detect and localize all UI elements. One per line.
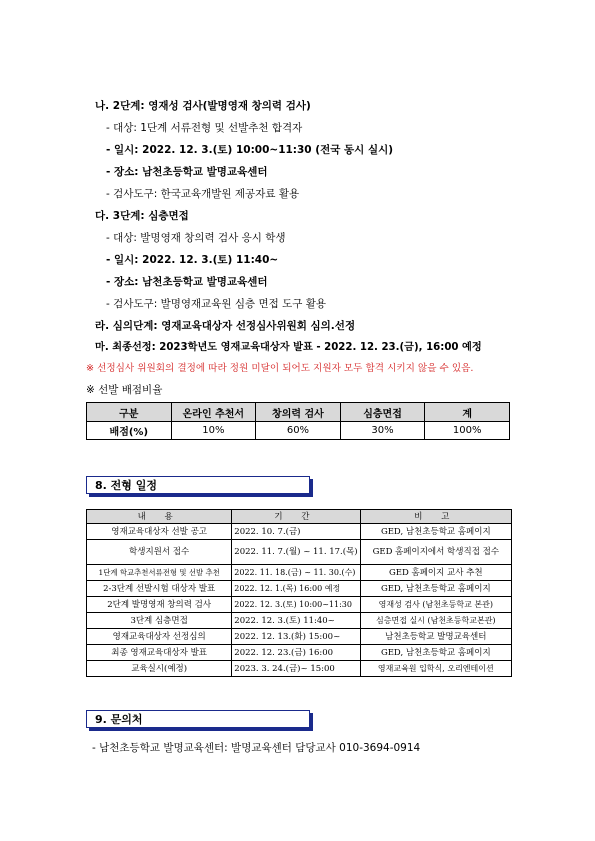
step2-target: - 대상: 1단계 서류전형 및 선발추천 합격자 [106, 122, 303, 134]
table-header-cell: 내 용 [87, 510, 232, 524]
table-cell: GED, 남천초등학교 홈페이지 [360, 524, 511, 540]
step3-target: - 대상: 발명영재 창의력 검사 응시 학생 [106, 232, 286, 244]
section-8-heading: 8. 전형 일정 [86, 476, 310, 494]
table-cell: 2022. 12. 3.(토) 10:00~11:30 [232, 597, 360, 613]
step3-datetime: - 일시: 2022. 12. 3.(토) 11:40~ [106, 254, 279, 266]
table-cell: 1단계 학교추천서류전형 및 선발 추천 [87, 565, 232, 581]
table-cell: 2022. 10. 7.(금) [232, 524, 360, 540]
step2-tool: - 검사도구: 한국교육개발원 제공자료 활용 [106, 188, 300, 200]
table-cell: 영재교육대상자 선정심의 [87, 629, 232, 645]
table-cell: 2단계 발명영재 창의력 검사 [87, 597, 232, 613]
table-cell: 심층면접 실시 (남천초등학교본관) [360, 613, 511, 629]
table-row [87, 524, 512, 540]
table-cell: 2023. 3. 24.(금)~ 15:00 [232, 661, 360, 677]
table-cell: GED 홈페이지 교사 추천 [360, 565, 511, 581]
score-ratio-table [86, 402, 510, 440]
final-selection: 마. 최종선정: 2023학년도 영재교육대상자 발표 - 2022. 12. 23.(금), 16:00 예정 [95, 342, 482, 353]
table-row [87, 645, 512, 661]
table-row [87, 613, 512, 629]
table-cell: 교육실시(예정) [87, 661, 232, 677]
table-cell: 100% [425, 422, 510, 440]
table-cell: 2022. 12. 23.(금) 16:00 [232, 645, 360, 661]
table-header-cell: 기 간 [232, 510, 360, 524]
table-cell: GED, 남천초등학교 홈페이지 [360, 645, 511, 661]
contact-info: - 남천초등학교 발명교육센터: 발명교육센터 담당교사 010-3694-0914 [92, 742, 421, 754]
table-cell: GED, 남천초등학교 홈페이지 [360, 581, 511, 597]
schedule-table [86, 509, 512, 677]
table-cell: 2022. 12. 13.(화) 15:00~ [232, 629, 360, 645]
step3-place: - 장소: 남천초등학교 발명교육센터 [106, 276, 268, 288]
table-row [87, 629, 512, 645]
table-cell: 배점(%) [87, 422, 172, 440]
table-row [87, 540, 512, 565]
step3-tool: - 검사도구: 발명영재교육원 심층 면접 도구 활용 [106, 298, 327, 310]
step3-heading: 다. 3단계: 심층면접 [95, 210, 189, 222]
score-ratio-label: ※ 선발 배점비율 [86, 384, 163, 396]
review-step: 라. 심의단계: 영재교육대상자 선정심사위원회 심의.선정 [95, 320, 356, 332]
table-row [87, 581, 512, 597]
table-header-cell: 계 [425, 403, 510, 422]
selection-notice: ※ 선정심사 위원회의 결정에 따라 정원 미달이 되어도 지원자 모두 합격 시키지 않을 수 있음. [86, 363, 474, 374]
table-header-cell: 온라인 추천서 [171, 403, 256, 422]
table-cell: 2022. 12. 1.(목) 16:00 예정 [232, 581, 360, 597]
table-header-cell: 구분 [87, 403, 172, 422]
table-cell: 2022. 12. 3.(토) 11:40~ [232, 613, 360, 629]
table-cell: 10% [171, 422, 256, 440]
table-row [87, 565, 512, 581]
table-cell: 60% [256, 422, 341, 440]
table-row [87, 422, 510, 440]
table-cell: 영재성 검사 (남천초등학교 본관) [360, 597, 511, 613]
step2-datetime: - 일시: 2022. 12. 3.(토) 10:00~11:30 (전국 동시 실시) [106, 144, 394, 156]
table-header-cell: 심층면접 [340, 403, 425, 422]
table-cell: 영재교육원 입학식, 오리엔테이션 [360, 661, 511, 677]
step2-place: - 장소: 남천초등학교 발명교육센터 [106, 166, 268, 178]
table-header-row [87, 510, 512, 524]
step2-heading: 나. 2단계: 영재성 검사(발명영재 창의력 검사) [95, 100, 311, 112]
table-cell: 30% [340, 422, 425, 440]
table-row [87, 661, 512, 677]
section-9-heading: 9. 문의처 [86, 710, 310, 728]
table-cell: 2022. 11. 7.(월) ~ 11. 17.(목) [232, 540, 360, 565]
table-cell: 남천초등학교 발명교육센터 [360, 629, 511, 645]
table-cell: 최종 영재교육대상자 발표 [87, 645, 232, 661]
table-cell: 3단계 심층면접 [87, 613, 232, 629]
table-header-row [87, 403, 510, 422]
table-header-cell: 창의력 검사 [256, 403, 341, 422]
table-cell: 학생지원서 접수 [87, 540, 232, 565]
table-cell: 영재교육대상자 선발 공고 [87, 524, 232, 540]
table-cell: 2022. 11. 18.(금) ~ 11. 30.(수) [232, 565, 360, 581]
table-row [87, 597, 512, 613]
table-cell: 2-3단계 선발시험 대상자 발표 [87, 581, 232, 597]
table-header-cell: 비 고 [360, 510, 511, 524]
table-cell: GED 홈페이지에서 학생직접 접수 [360, 540, 511, 565]
